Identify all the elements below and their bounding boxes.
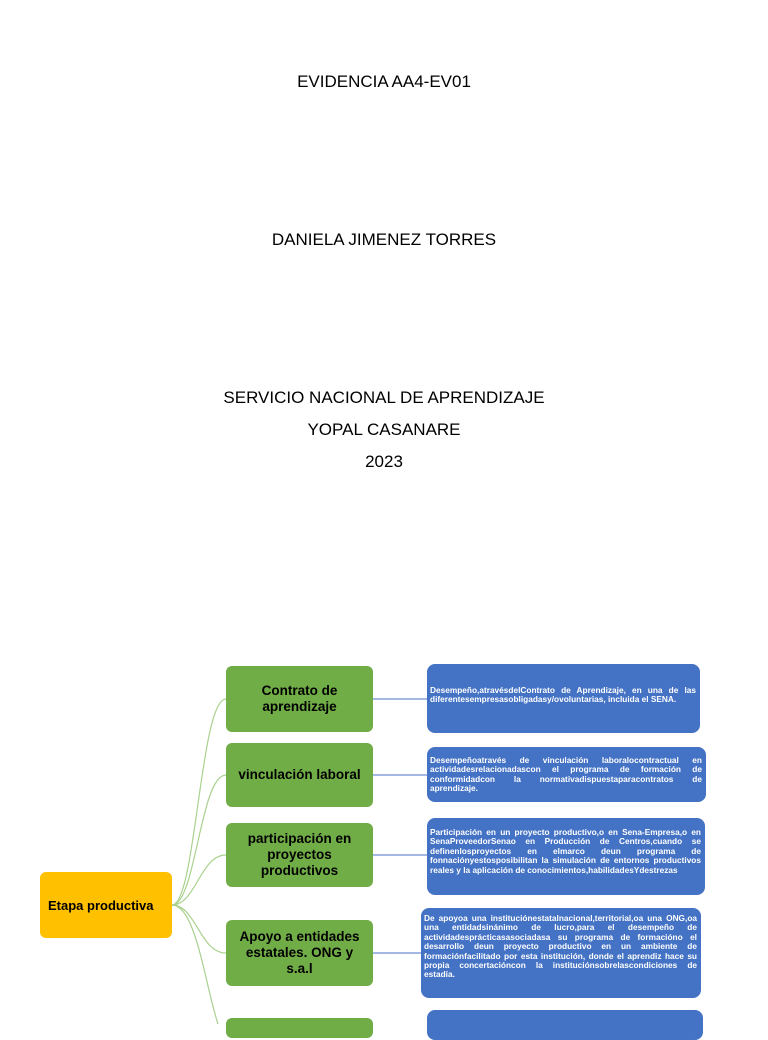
description-box-3 [427,818,705,895]
connector-branch-3 [172,855,226,905]
branch-node-4: Apoyo a entidades estatales. ONG y s.a.l [226,920,373,986]
institution-name: SERVICIO NACIONAL DE APRENDIZAJE [223,388,545,407]
year: 2023 [365,452,403,471]
branch-node-1: Contrato de aprendizaje [226,666,373,732]
location: YOPAL CASANARE [307,420,461,439]
author-name: DANIELA JIMENEZ TORRES [271,230,497,249]
branch-node-2: vinculación laboral [226,743,373,807]
description-box-2 [427,747,706,802]
connector-branch-4 [172,905,226,953]
document-title: EVIDENCIA AA4-EV01 [297,72,471,91]
connector-branch-1 [172,699,226,905]
description-box-4 [421,908,701,998]
description-box-5 [427,1010,703,1040]
description-text-4: De apoyoa una instituciónestatalnacional,territorial,oa una ONG,oa una entidadsinánimo de lucro,para el desempeño de actividadesprácticasasociadasa su programa de formacióno el desarrollo deun proyecto productivo en un ambiente de formaciónfacilitado por esta institución, donde el aprendiz hace su propia concertacióncon la instituciónsobrelascondiciones de estadía. [424,913,697,980]
root-node: Etapa productiva [40,872,172,938]
description-box-1 [427,664,700,733]
description-text-2: Desempeñoatravés de vinculación laboralocontractual en actividadesrelacionadascon el programa de formación de conformidadcon la normativadispuestaparacontratos de aprendizaje. [430,755,702,794]
branch-node-5 [226,1018,373,1038]
description-text-1: Desempeño,atravésdelContrato de Aprendizaje, en una de las diferentesempresasobligadasy/ovoluntarias, incluida el SENA. [430,685,696,705]
branch-node-3: participación en proyectos productivos [226,823,373,887]
description-text-3: Participación en un proyecto productivo,o en Sena-Empresa,o en SenaProveedorSenao en Producción de Centros,cuando se definenlosproyectos en elmarco deun programa de fonnaciónyestosposibilitan la simulación de entornos productivos reales y la aplicación de conocimientos,habilidadesYdestrezas [430,827,701,875]
